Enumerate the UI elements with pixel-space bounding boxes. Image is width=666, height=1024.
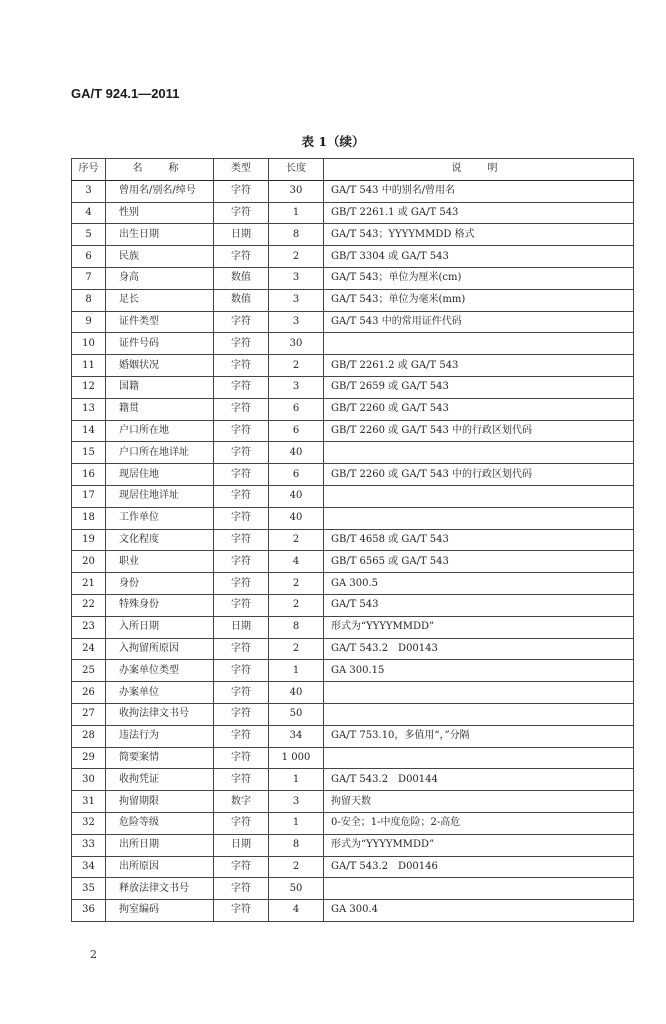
cell-seq: 36 [72, 900, 106, 922]
cell-length: 2 [269, 573, 324, 595]
cell-name: 现居住地详址 [106, 485, 214, 507]
standard-code: GA/T 924.1—2011 [71, 86, 180, 101]
cell-desc: 形式为“YYYYMMDD” [324, 616, 634, 638]
column-header-type: 类型 [214, 159, 269, 181]
cell-desc [324, 507, 634, 529]
cell-seq: 29 [72, 747, 106, 769]
cell-seq: 31 [72, 791, 106, 813]
cell-seq: 5 [72, 224, 106, 246]
cell-name: 入拘留所原因 [106, 638, 214, 660]
cell-length: 2 [269, 529, 324, 551]
cell-desc: GB/T 2659 或 GA/T 543 [324, 376, 634, 398]
cell-seq: 18 [72, 507, 106, 529]
table-row [72, 616, 634, 638]
cell-length: 40 [269, 442, 324, 464]
cell-desc: GB/T 6565 或 GA/T 543 [324, 551, 634, 573]
cell-type: 字符 [214, 333, 269, 355]
table-row [72, 725, 634, 747]
cell-name: 籍贯 [106, 398, 214, 420]
cell-length: 50 [269, 703, 324, 725]
table-row [72, 246, 634, 268]
cell-length: 2 [269, 355, 324, 377]
cell-name: 拘留期限 [106, 791, 214, 813]
cell-name: 婚姻状况 [106, 355, 214, 377]
cell-desc: GA 300.15 [324, 660, 634, 682]
cell-type: 字符 [214, 573, 269, 595]
table-row [72, 355, 634, 377]
cell-type: 字符 [214, 398, 269, 420]
cell-type: 字符 [214, 442, 269, 464]
cell-type: 字符 [214, 594, 269, 616]
cell-seq: 13 [72, 398, 106, 420]
cell-desc: GA/T 543.2 D00143 [324, 638, 634, 660]
cell-type: 字符 [214, 660, 269, 682]
cell-seq: 21 [72, 573, 106, 595]
cell-seq: 8 [72, 289, 106, 311]
table-row [72, 333, 634, 355]
cell-name: 收拘凭证 [106, 769, 214, 791]
cell-type: 字符 [214, 246, 269, 268]
cell-desc: 拘留天数 [324, 791, 634, 813]
table-row [72, 289, 634, 311]
table-row [72, 420, 634, 442]
cell-seq: 23 [72, 616, 106, 638]
table-row [72, 856, 634, 878]
cell-length: 6 [269, 420, 324, 442]
cell-seq: 22 [72, 594, 106, 616]
cell-name: 特殊身份 [106, 594, 214, 616]
cell-length: 6 [269, 398, 324, 420]
cell-seq: 30 [72, 769, 106, 791]
cell-length: 40 [269, 485, 324, 507]
cell-name: 户口所在地详址 [106, 442, 214, 464]
cell-type: 字符 [214, 551, 269, 573]
cell-length: 2 [269, 638, 324, 660]
cell-name: 入所日期 [106, 616, 214, 638]
cell-length: 8 [269, 224, 324, 246]
data-table [71, 158, 634, 922]
cell-seq: 12 [72, 376, 106, 398]
cell-desc: GA/T 543；单位为厘米(cm) [324, 267, 634, 289]
cell-length: 40 [269, 507, 324, 529]
cell-seq: 24 [72, 638, 106, 660]
cell-name: 证件号码 [106, 333, 214, 355]
cell-name: 足长 [106, 289, 214, 311]
cell-desc [324, 333, 634, 355]
column-header-seq: 序号 [72, 159, 106, 181]
cell-seq: 28 [72, 725, 106, 747]
table-row [72, 834, 634, 856]
cell-type: 字符 [214, 311, 269, 333]
cell-type: 日期 [214, 616, 269, 638]
cell-name: 文化程度 [106, 529, 214, 551]
cell-name: 民族 [106, 246, 214, 268]
table-row [72, 507, 634, 529]
cell-name: 拘室编码 [106, 900, 214, 922]
cell-length: 8 [269, 834, 324, 856]
cell-type: 字符 [214, 638, 269, 660]
cell-length: 30 [269, 180, 324, 202]
cell-length: 6 [269, 464, 324, 486]
cell-name: 简要案情 [106, 747, 214, 769]
table-row [72, 573, 634, 595]
cell-length: 8 [269, 616, 324, 638]
cell-type: 字符 [214, 812, 269, 834]
table-title: 表 1（续） [301, 134, 365, 149]
cell-length: 3 [269, 791, 324, 813]
table-row [72, 485, 634, 507]
cell-name: 收拘法律文书号 [106, 703, 214, 725]
page-number: 2 [90, 948, 97, 961]
cell-type: 字符 [214, 180, 269, 202]
table-row [72, 812, 634, 834]
cell-seq: 17 [72, 485, 106, 507]
cell-desc [324, 485, 634, 507]
cell-desc: GA 300.5 [324, 573, 634, 595]
cell-type: 日期 [214, 834, 269, 856]
cell-length: 30 [269, 333, 324, 355]
cell-seq: 34 [72, 856, 106, 878]
cell-desc: GB/T 4658 或 GA/T 543 [324, 529, 634, 551]
table-row [72, 747, 634, 769]
table-row [72, 224, 634, 246]
cell-desc [324, 878, 634, 900]
cell-desc [324, 442, 634, 464]
cell-name: 国籍 [106, 376, 214, 398]
cell-type: 字符 [214, 485, 269, 507]
cell-desc [324, 682, 634, 704]
cell-type: 字符 [214, 464, 269, 486]
cell-desc: GA/T 543.2 D00146 [324, 856, 634, 878]
cell-desc: GB/T 2260 或 GA/T 543 中的行政区划代码 [324, 464, 634, 486]
table-row [72, 703, 634, 725]
cell-length: 1 [269, 202, 324, 224]
cell-name: 工作单位 [106, 507, 214, 529]
table-row [72, 464, 634, 486]
cell-desc: GA/T 543；单位为毫米(mm) [324, 289, 634, 311]
table-row [72, 202, 634, 224]
cell-desc: 形式为“YYYYMMDD” [324, 834, 634, 856]
cell-type: 字符 [214, 507, 269, 529]
cell-seq: 10 [72, 333, 106, 355]
cell-name: 危险等级 [106, 812, 214, 834]
cell-type: 字符 [214, 420, 269, 442]
cell-type: 字符 [214, 878, 269, 900]
cell-length: 1 000 [269, 747, 324, 769]
cell-seq: 19 [72, 529, 106, 551]
table-row [72, 878, 634, 900]
cell-name: 办案单位 [106, 682, 214, 704]
cell-type: 字符 [214, 682, 269, 704]
table-header-row [72, 159, 634, 181]
table-row [72, 180, 634, 202]
cell-length: 4 [269, 900, 324, 922]
cell-type: 字符 [214, 202, 269, 224]
cell-desc: GA 300.4 [324, 900, 634, 922]
column-header-desc: 说 明 [324, 159, 634, 181]
cell-type: 字符 [214, 725, 269, 747]
table-row [72, 660, 634, 682]
cell-name: 出所日期 [106, 834, 214, 856]
cell-length: 3 [269, 289, 324, 311]
cell-desc: GA/T 543 中的常用证件代码 [324, 311, 634, 333]
table-row [72, 311, 634, 333]
cell-name: 现居住地 [106, 464, 214, 486]
cell-type: 数值 [214, 289, 269, 311]
cell-length: 3 [269, 311, 324, 333]
cell-seq: 27 [72, 703, 106, 725]
cell-type: 字符 [214, 376, 269, 398]
cell-desc: 0-安全；1-中度危险；2-高危 [324, 812, 634, 834]
cell-seq: 11 [72, 355, 106, 377]
table-row [72, 442, 634, 464]
cell-seq: 25 [72, 660, 106, 682]
cell-desc: GB/T 2261.1 或 GA/T 543 [324, 202, 634, 224]
cell-type: 数值 [214, 267, 269, 289]
cell-type: 字符 [214, 529, 269, 551]
cell-desc [324, 747, 634, 769]
cell-name: 出生日期 [106, 224, 214, 246]
cell-name: 释放法律文书号 [106, 878, 214, 900]
cell-seq: 26 [72, 682, 106, 704]
table-row [72, 376, 634, 398]
cell-type: 字符 [214, 900, 269, 922]
cell-name: 证件类型 [106, 311, 214, 333]
cell-length: 2 [269, 856, 324, 878]
cell-type: 字符 [214, 703, 269, 725]
cell-desc: GA/T 543 中的别名/曾用名 [324, 180, 634, 202]
cell-type: 日期 [214, 224, 269, 246]
cell-desc: GA/T 543.2 D00144 [324, 769, 634, 791]
cell-length: 3 [269, 267, 324, 289]
cell-name: 出所原因 [106, 856, 214, 878]
cell-name: 曾用名/别名/绰号 [106, 180, 214, 202]
table-row [72, 900, 634, 922]
cell-seq: 16 [72, 464, 106, 486]
table-row [72, 682, 634, 704]
cell-seq: 35 [72, 878, 106, 900]
cell-type: 字符 [214, 856, 269, 878]
table-row [72, 398, 634, 420]
cell-name: 身高 [106, 267, 214, 289]
cell-length: 50 [269, 878, 324, 900]
cell-seq: 15 [72, 442, 106, 464]
cell-desc: GA/T 753.10，多值用“，”分隔 [324, 725, 634, 747]
cell-name: 办案单位类型 [106, 660, 214, 682]
cell-type: 数字 [214, 791, 269, 813]
table-row [72, 791, 634, 813]
cell-desc: GB/T 2261.2 或 GA/T 543 [324, 355, 634, 377]
cell-length: 3 [269, 376, 324, 398]
cell-seq: 7 [72, 267, 106, 289]
table-row [72, 551, 634, 573]
cell-desc: GA/T 543 [324, 594, 634, 616]
table-row [72, 594, 634, 616]
table-row [72, 638, 634, 660]
cell-type: 字符 [214, 747, 269, 769]
cell-seq: 9 [72, 311, 106, 333]
cell-length: 1 [269, 769, 324, 791]
cell-type: 字符 [214, 769, 269, 791]
cell-desc: GA/T 543；YYYYMMDD 格式 [324, 224, 634, 246]
cell-seq: 32 [72, 812, 106, 834]
cell-length: 2 [269, 594, 324, 616]
cell-name: 性别 [106, 202, 214, 224]
cell-name: 户口所在地 [106, 420, 214, 442]
cell-desc: GB/T 2260 或 GA/T 543 [324, 398, 634, 420]
cell-seq: 14 [72, 420, 106, 442]
cell-type: 字符 [214, 355, 269, 377]
cell-length: 1 [269, 660, 324, 682]
column-header-length: 长度 [269, 159, 324, 181]
column-header-name: 名 称 [106, 159, 214, 181]
cell-desc: GB/T 3304 或 GA/T 543 [324, 246, 634, 268]
cell-name: 违法行为 [106, 725, 214, 747]
cell-length: 34 [269, 725, 324, 747]
cell-name: 身份 [106, 573, 214, 595]
cell-seq: 3 [72, 180, 106, 202]
table-row [72, 267, 634, 289]
cell-seq: 4 [72, 202, 106, 224]
cell-name: 职业 [106, 551, 214, 573]
cell-length: 40 [269, 682, 324, 704]
cell-length: 2 [269, 246, 324, 268]
cell-seq: 20 [72, 551, 106, 573]
cell-length: 1 [269, 812, 324, 834]
cell-desc [324, 703, 634, 725]
cell-seq: 6 [72, 246, 106, 268]
cell-seq: 33 [72, 834, 106, 856]
table-row [72, 769, 634, 791]
cell-length: 4 [269, 551, 324, 573]
cell-desc: GB/T 2260 或 GA/T 543 中的行政区划代码 [324, 420, 634, 442]
table-row [72, 529, 634, 551]
